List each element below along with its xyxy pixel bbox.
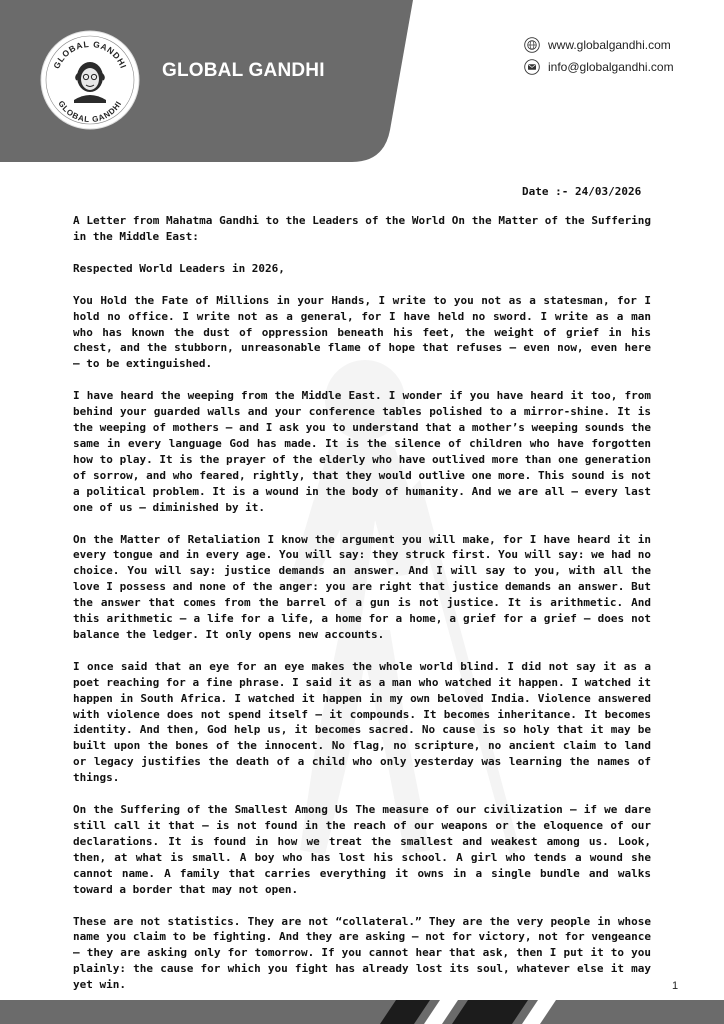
global-gandhi-logo <box>40 30 140 130</box>
letter-body <box>73 213 651 1009</box>
letter-paragraph: On the Suffering of the Smallest Among Us The measure of our civilization — if we dare still call it that — is not found in the reach of our weapons or the eloquence of our declarations. It is found in how we treat the smallest and weakest among us. Look, then, at what is small. A boy who has lost his school. A girl who tends a wound she cannot name. A family that carries everything it owns in a single bundle and walks toward a border that may not open. <box>73 803 651 896</box>
letter-date: Date :- 24/03/2026 <box>522 185 642 198</box>
globe-icon <box>524 37 540 53</box>
brand-name: GLOBAL GANDHI <box>162 60 325 81</box>
logo-ring-bottom-text: GLOBAL GANDHI <box>56 99 124 125</box>
letter-salutation: Respected World Leaders in 2026, <box>73 261 285 275</box>
letter-paragraph: You Hold the Fate of Millions in your Hands, I write to you not as a statesman, for I hold no office. I write not as a general, for I have held no sword. I write as a man who has known the dust of oppression beneath his feet, the weight of grief in his chest, and the stubborn, unreasonable flame of hope that refuses — even now, even here — to be extinguished. <box>73 293 651 371</box>
footer-band <box>0 1000 724 1024</box>
letter-paragraph: I once said that an eye for an eye makes the whole world blind. I did not say it as a poet reaching for a fine phrase. I said it as a man who watched it happen. I watched it happen in South Africa. I watched it happen in my own beloved India. Violence answered with violence does not spend itself — it compounds. It becomes inheritance. It becomes identity. And then, God help us, it becomes sacred. No cause is so holy that it may be built upon the bones of the innocent. No flag, no scripture, no ancient claim to land or legacy justifies the death of a child who only yesterday was learning the names of things. <box>73 659 651 785</box>
letter-paragraph: I have heard the weeping from the Middle East. I wonder if you have heard it too, from behind your guarded walls and your conference tables polished to a mirror-shine. It is the weeping of mothers — and I ask you to understand that a mother’s weeping sounds the same in every language God has made. It is the silence of children who have forgotten how to play. It is the prayer of the elderly who have outlived more than one generation of sorrow, and who feared, rightly, that they would outlive one more. This sound is not a political problem. It is a wound in the body of humanity. And we are all — every last one of us — diminished by it. <box>73 389 651 514</box>
logo-ring-top-text: GLOBAL GANDHI <box>51 38 129 71</box>
email-contact[interactable] <box>524 59 674 75</box>
footer-bar <box>0 1000 724 1024</box>
letter-paragraph: These are not statistics. They are not “collateral.” They are the very people in whose name you claim to be fighting. And they are asking — not for victory, not for vengeance — they are asking only for tomorrow. If you cannot hear that ask, then I put it to you plainly: the cause for which you fight has already lost its soul, whatever else it may yet win. <box>73 914 651 992</box>
page-number: 1 <box>672 980 679 992</box>
letter-paragraph: On the Matter of Retaliation I know the argument you will make, for I have heard it in every tongue and in every age. You will say: they struck first. You will say: we had no choice. You will say: justice demands an answer. And I will say to you, with all the love I possess and none of the anger: you are right that justice demands an answer. But the answer that comes from the barrel of a gun is not justice. It is arithmetic. And this arithmetic — a life for a life, a home for a home, a grief for a grief — does not balance the ledger. It only opens new accounts. <box>73 532 651 641</box>
letter-title: A Letter from Mahatma Gandhi to the Leaders of the World On the Matter of the Suffering in the Middle East: <box>73 214 651 243</box>
website-link[interactable]: www.globalgandhi.com <box>548 38 671 52</box>
email-link[interactable]: info@globalgandhi.com <box>548 60 674 74</box>
website-contact[interactable] <box>524 37 671 53</box>
mail-icon <box>524 59 540 75</box>
